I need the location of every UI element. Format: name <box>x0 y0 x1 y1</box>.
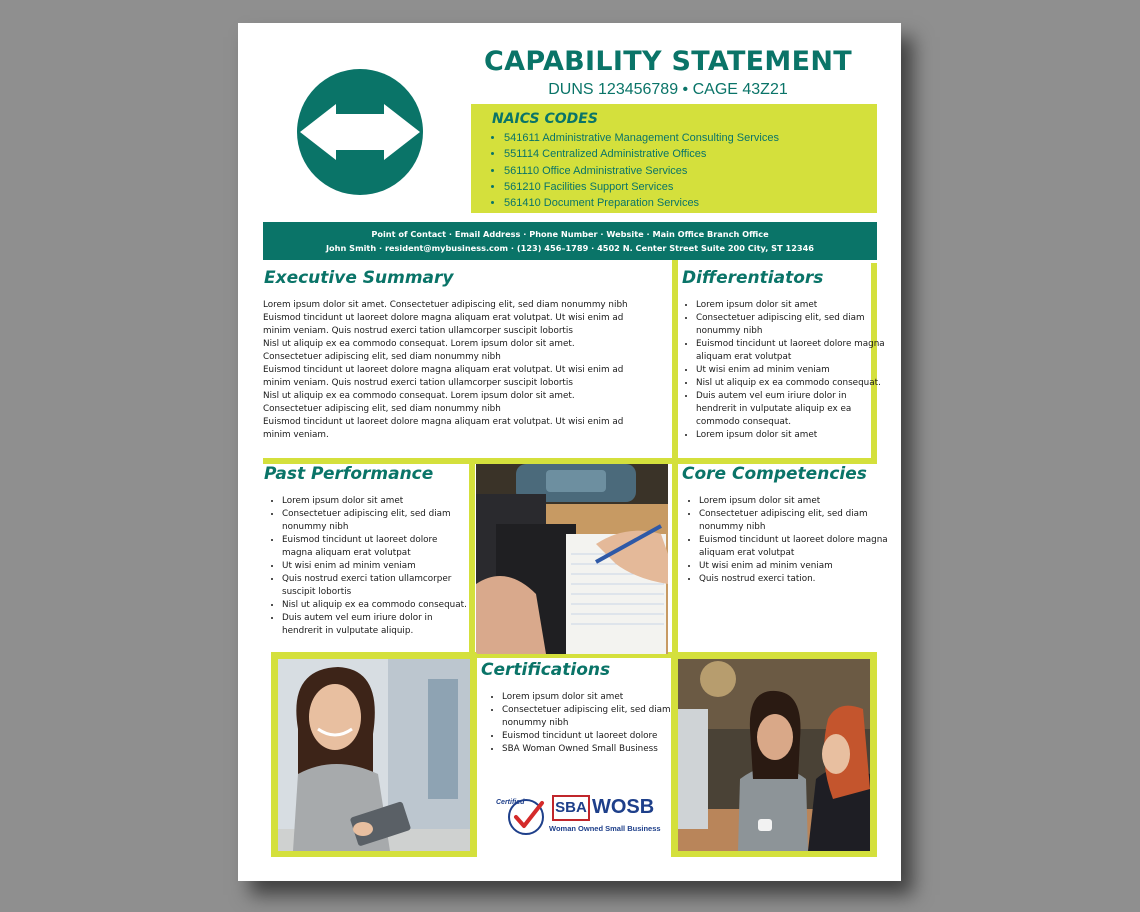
summary-line: Lorem ipsum dolor sit amet. Consectetuer adipiscing elit, sed diam nonummy nibh <box>263 300 628 310</box>
core-competencies-heading: Core Competencies <box>682 464 867 484</box>
naics-codes-box <box>471 104 877 213</box>
summary-line: Nisl ut aliquip ex ea commodo consequat. Lorem ipsum dolor sit amet. <box>263 391 575 401</box>
summary-line: Euismod tincidunt ut laoreet dolore magna aliquam erat volutpat. Ut wisi enim ad <box>263 417 624 427</box>
page-title: CAPABILITY STATEMENT <box>484 46 852 77</box>
list-item: • Ut wisi enim ad minim veniam <box>696 364 886 377</box>
company-logo <box>296 68 424 196</box>
executive-summary-text <box>263 299 671 442</box>
summary-line: Nisl ut aliquip ex ea commodo consequat. Lorem ipsum dolor sit amet. <box>263 339 575 349</box>
list-item: • Consectetuer adipiscing elit, sed diam nonummy nibh <box>502 704 682 730</box>
list-item: • Euismod tincidunt ut laoreet dolore magna aliquam erat volutpat <box>699 534 889 560</box>
summary-line: minim veniam. Quis nostrud exerci tation ullamcorper suscipit lobortis <box>263 326 573 336</box>
list-item: • Lorem ipsum dolor sit amet <box>502 691 682 704</box>
summary-line: Consectetuer adipiscing elit, sed diam nonummy nibh <box>263 352 501 362</box>
summary-line: Consectetuer adipiscing elit, sed diam nonummy nibh <box>263 404 501 414</box>
past-performance-heading: Past Performance <box>264 464 434 484</box>
list-item: • Consectetuer adipiscing elit, sed diam nonummy nibh <box>282 508 468 534</box>
summary-line: minim veniam. Quis nostrud exerci tation ullamcorper suscipit lobortis <box>263 378 573 388</box>
summary-line: minim veniam. <box>263 430 329 440</box>
list-item: • Quis nostrud exerci tation ullamcorper suscipit lobortis <box>282 573 468 599</box>
naics-list <box>491 130 874 211</box>
list-item: • Ut wisi enim ad minim veniam <box>282 560 468 573</box>
naics-item: • 541611 Administrative Management Consulting Services <box>504 130 874 146</box>
naics-item: • 561410 Document Preparation Services <box>504 195 874 211</box>
naics-item: • 561110 Office Administrative Services <box>504 163 874 179</box>
list-item: • Nisl ut aliquip ex ea commodo consequat. <box>696 377 886 390</box>
list-item: • SBA Woman Owned Small Business <box>502 743 682 756</box>
summary-line: Euismod tincidunt ut laoreet dolore magna aliquam erat volutpat. Ut wisi enim ad <box>263 313 624 323</box>
page-subtitle: DUNS 123456789 • CAGE 43Z21 <box>548 81 788 98</box>
past-performance-list <box>264 495 468 638</box>
summary-line: Euismod tincidunt ut laoreet dolore magna aliquam erat volutpat. Ut wisi enim ad <box>263 365 624 375</box>
list-item: • Ut wisi enim ad minim veniam <box>699 560 889 573</box>
meeting-photo <box>678 659 870 851</box>
capability-statement-page <box>238 23 901 881</box>
list-item: • Lorem ipsum dolor sit amet <box>696 429 886 442</box>
core-competencies-list <box>681 495 889 586</box>
wosb-label: WOSB <box>592 796 655 818</box>
list-item: • Duis autem vel eum iriure dolor in hendrerit in vulputate aliquip. <box>282 612 468 638</box>
executive-summary-heading: Executive Summary <box>264 268 454 288</box>
contact-labels: Point of Contact · Email Address · Phone Number · Website · Main Office Branch Office <box>371 229 769 239</box>
certifications-list <box>484 691 682 756</box>
office-desk-photo <box>476 464 668 654</box>
contact-bar <box>263 222 877 260</box>
list-item: • Consectetuer adipiscing elit, sed diam nonummy nibh <box>696 312 886 338</box>
list-item: • Euismod tincidunt ut laoreet dolore magna aliquam erat volutpat <box>696 338 886 364</box>
list-item: • Euismod tincidunt ut laoreet dolore magna aliquam erat volutpat <box>282 534 468 560</box>
list-item: • Nisl ut aliquip ex ea commodo consequat. <box>282 599 468 612</box>
divider <box>469 459 475 654</box>
list-item: • Lorem ipsum dolor sit amet <box>699 495 889 508</box>
differentiators-list <box>678 299 886 442</box>
sba-logo-box <box>552 795 590 821</box>
certifications-heading: Certifications <box>481 660 611 680</box>
divider <box>672 459 678 654</box>
naics-item: • 561210 Facilities Support Services <box>504 179 874 195</box>
naics-heading: NAICS CODES <box>492 111 598 127</box>
list-item: • Euismod tincidunt ut laoreet dolore <box>502 730 682 743</box>
list-item: • Quis nostrud exerci tation. <box>699 573 889 586</box>
wosb-caption: Woman Owned Small Business <box>549 824 661 833</box>
list-item: • Lorem ipsum dolor sit amet <box>282 495 468 508</box>
differentiators-heading: Differentiators <box>682 268 824 288</box>
certified-label: Certified <box>496 799 525 806</box>
list-item: • Duis autem vel eum iriure dolor in hendrerit in vulputate aliquip ex ea commodo consequat. <box>696 390 886 429</box>
woman-with-tablet-photo <box>278 659 470 851</box>
sba-label: SBA <box>555 799 587 816</box>
list-item: • Consectetuer adipiscing elit, sed diam nonummy nibh <box>699 508 889 534</box>
contact-values: John Smith · resident@mybusiness.com · (123) 456–1789 · 4502 N. Center Street Suite 200 City, ST 12346 <box>326 243 814 253</box>
naics-item: • 551114 Centralized Administrative Offices <box>504 146 874 162</box>
list-item: • Lorem ipsum dolor sit amet <box>696 299 886 312</box>
